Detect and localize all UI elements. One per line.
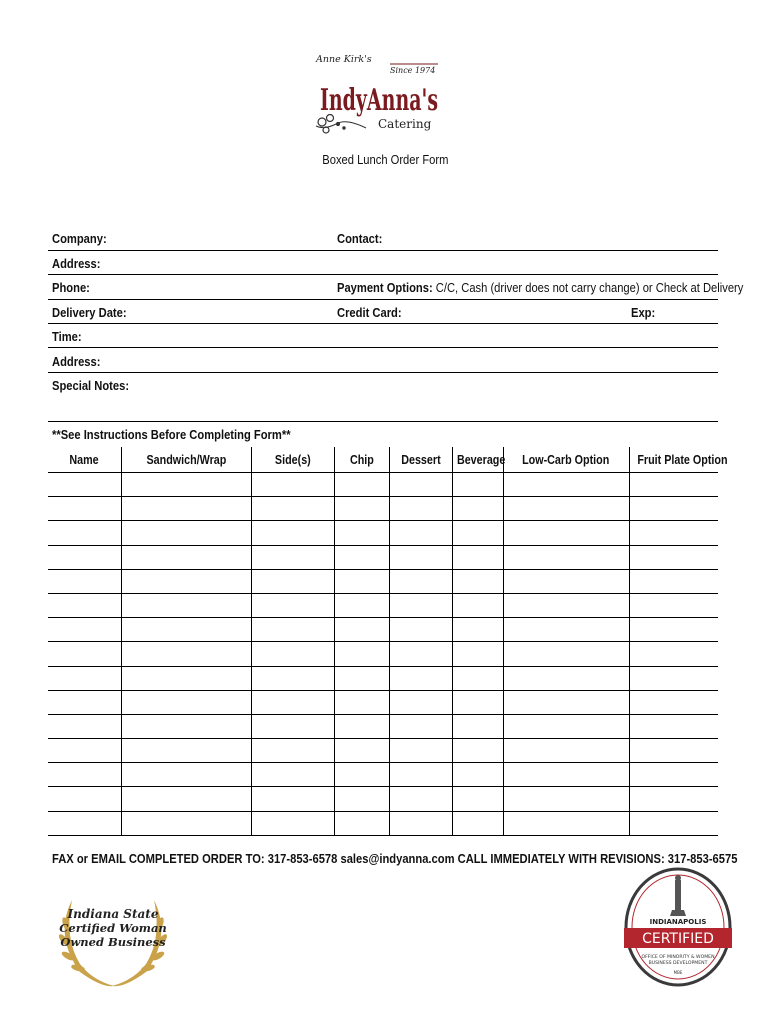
table-row (48, 473, 718, 497)
time-label: Time: (52, 329, 82, 344)
time-line[interactable] (48, 347, 718, 348)
table-cell[interactable] (121, 618, 251, 642)
table-cell[interactable] (503, 739, 629, 763)
table-cell[interactable] (121, 690, 251, 714)
table-cell[interactable] (629, 811, 718, 835)
badge-city-text: INDIANAPOLIS (649, 918, 707, 926)
table-cell[interactable] (251, 545, 334, 569)
table-cell[interactable] (452, 569, 503, 593)
footer-contact-text: FAX or EMAIL COMPLETED ORDER TO: 317-853-6578 sales@indyanna.com CALL IMMEDIATELY WITH REVISIONS: 317-853-6575 (52, 851, 738, 866)
table-cell[interactable] (334, 545, 389, 569)
column-header: Dessert (389, 447, 452, 473)
badge-state-line1: Indiana State (67, 907, 159, 921)
table-cell[interactable] (629, 690, 718, 714)
table-cell[interactable] (503, 618, 629, 642)
delivery-address-label: Address: (52, 354, 101, 369)
table-cell[interactable] (629, 618, 718, 642)
table-cell[interactable] (629, 714, 718, 738)
table-cell[interactable] (121, 714, 251, 738)
table-cell[interactable] (503, 497, 629, 521)
table-cell[interactable] (121, 497, 251, 521)
table-row (48, 521, 718, 545)
table-cell[interactable] (121, 763, 251, 787)
indiana-state-certified-badge (52, 880, 174, 988)
table-cell[interactable] (503, 545, 629, 569)
table-cell[interactable] (629, 787, 718, 811)
table-cell[interactable] (121, 666, 251, 690)
table-cell[interactable] (503, 642, 629, 666)
table-cell[interactable] (389, 739, 452, 763)
column-header: Chip (334, 447, 389, 473)
table-cell[interactable] (629, 739, 718, 763)
table-row (48, 763, 718, 787)
column-header: Beverage (452, 447, 503, 473)
table-row (48, 811, 718, 835)
table-cell[interactable] (334, 618, 389, 642)
table-cell[interactable] (251, 642, 334, 666)
table-cell[interactable] (121, 642, 251, 666)
table-row (48, 497, 718, 521)
address-label: Address: (52, 256, 101, 271)
badge-office-line1: OFFICE OF MINORITY & WOMEN (641, 955, 715, 960)
table-row (48, 545, 718, 569)
table-cell[interactable] (121, 569, 251, 593)
table-cell[interactable] (389, 690, 452, 714)
delivery-date-line[interactable] (48, 323, 718, 324)
table-cell[interactable] (334, 569, 389, 593)
table-cell[interactable] (334, 690, 389, 714)
table-cell[interactable] (503, 690, 629, 714)
logo-catering-text: Catering (378, 117, 432, 131)
table-cell[interactable] (452, 739, 503, 763)
table-cell[interactable] (121, 787, 251, 811)
contact-label: Contact: (337, 231, 383, 246)
table-cell[interactable] (503, 763, 629, 787)
table-cell[interactable] (48, 521, 121, 545)
company-line[interactable] (48, 250, 718, 251)
table-cell[interactable] (48, 618, 121, 642)
table-cell[interactable] (629, 473, 718, 497)
indianapolis-certified-badge (620, 866, 736, 988)
table-cell[interactable] (389, 714, 452, 738)
table-cell[interactable] (48, 569, 121, 593)
table-row (48, 714, 718, 738)
table-cell[interactable] (452, 787, 503, 811)
payment-options (337, 280, 743, 295)
column-header: Sandwich/Wrap (121, 447, 251, 473)
table-cell[interactable] (452, 763, 503, 787)
table-row (48, 618, 718, 642)
table-cell[interactable] (389, 811, 452, 835)
badge-state-line3: Owned Business (60, 935, 166, 949)
special-notes-label: Special Notes: (52, 378, 130, 393)
indyannas-catering-logo (306, 50, 446, 140)
table-cell[interactable] (334, 642, 389, 666)
payment-options-value: C/C, Cash (driver does not carry change) or Check at Delivery (432, 280, 744, 295)
order-table (48, 447, 728, 836)
table-cell[interactable] (629, 569, 718, 593)
table-cell[interactable] (334, 593, 389, 617)
table-cell[interactable] (48, 811, 121, 835)
table-cell[interactable] (503, 787, 629, 811)
table-cell[interactable] (48, 593, 121, 617)
table-cell[interactable] (452, 714, 503, 738)
delivery-date-label: Delivery Date: (52, 305, 127, 320)
table-cell[interactable] (121, 811, 251, 835)
column-header: Fruit Plate Option (629, 447, 718, 473)
table-cell[interactable] (251, 593, 334, 617)
table-cell[interactable] (629, 521, 718, 545)
payment-options-label: Payment Options: (337, 280, 433, 295)
table-cell[interactable] (452, 545, 503, 569)
table-cell[interactable] (629, 497, 718, 521)
table-cell[interactable] (48, 714, 121, 738)
table-cell[interactable] (48, 763, 121, 787)
table-cell[interactable] (48, 787, 121, 811)
logo-since-text: Since 1974 (390, 66, 436, 75)
table-cell[interactable] (503, 569, 629, 593)
table-cell[interactable] (629, 763, 718, 787)
table-cell[interactable] (389, 569, 452, 593)
table-cell[interactable] (389, 593, 452, 617)
table-cell[interactable] (251, 618, 334, 642)
table-cell[interactable] (251, 569, 334, 593)
table-cell[interactable] (389, 473, 452, 497)
table-cell[interactable] (251, 739, 334, 763)
table-cell[interactable] (389, 666, 452, 690)
company-label: Company: (52, 231, 107, 246)
table-cell[interactable] (452, 618, 503, 642)
credit-card-label: Credit Card: (337, 305, 402, 320)
table-cell[interactable] (334, 666, 389, 690)
table-cell[interactable] (389, 497, 452, 521)
table-cell[interactable] (334, 473, 389, 497)
table-cell[interactable] (251, 787, 334, 811)
table-cell[interactable] (503, 521, 629, 545)
table-cell[interactable] (503, 811, 629, 835)
table-cell[interactable] (334, 714, 389, 738)
table-row (48, 787, 718, 811)
table-row (48, 666, 718, 690)
table-header-row (48, 447, 718, 473)
table-cell[interactable] (503, 666, 629, 690)
table-row (48, 690, 718, 714)
badge-office-line2: BUSINESS DEVELOPMENT (648, 961, 708, 966)
table-cell[interactable] (334, 811, 389, 835)
special-notes-line[interactable] (48, 421, 718, 422)
table-cell[interactable] (503, 473, 629, 497)
phone-line[interactable] (48, 299, 718, 300)
table-cell[interactable] (251, 690, 334, 714)
badge-office-line3: MBE (673, 970, 683, 975)
order-table-body (48, 473, 718, 836)
table-cell[interactable] (629, 545, 718, 569)
table-cell[interactable] (334, 497, 389, 521)
table-cell[interactable] (48, 642, 121, 666)
table-cell[interactable] (251, 763, 334, 787)
table-cell[interactable] (48, 690, 121, 714)
table-cell[interactable] (251, 473, 334, 497)
table-cell[interactable] (452, 521, 503, 545)
table-cell[interactable] (48, 473, 121, 497)
table-cell[interactable] (389, 763, 452, 787)
address-line[interactable] (48, 274, 718, 275)
table-cell[interactable] (389, 521, 452, 545)
table-cell[interactable] (334, 787, 389, 811)
table-cell[interactable] (121, 593, 251, 617)
table-cell[interactable] (629, 593, 718, 617)
table-cell[interactable] (503, 714, 629, 738)
table-cell[interactable] (452, 497, 503, 521)
table-cell[interactable] (251, 521, 334, 545)
logo-owner-text: Anne Kirk's (316, 54, 372, 65)
table-cell[interactable] (251, 497, 334, 521)
table-cell[interactable] (48, 497, 121, 521)
table-cell[interactable] (452, 811, 503, 835)
table-cell[interactable] (389, 787, 452, 811)
table-cell[interactable] (48, 739, 121, 763)
table-cell[interactable] (251, 714, 334, 738)
table-cell[interactable] (121, 545, 251, 569)
table-cell[interactable] (629, 666, 718, 690)
delivery-address-line[interactable] (48, 372, 718, 373)
table-cell[interactable] (389, 618, 452, 642)
table-cell[interactable] (452, 642, 503, 666)
column-header: Name (48, 447, 121, 473)
phone-label: Phone: (52, 280, 90, 295)
column-header: Low-Carb Option (503, 447, 629, 473)
badge-certified-text: CERTIFIED (642, 931, 714, 947)
table-cell[interactable] (452, 593, 503, 617)
table-cell[interactable] (121, 473, 251, 497)
table-cell[interactable] (334, 763, 389, 787)
logo-brand-text: IndyAnna's (320, 83, 438, 118)
table-cell[interactable] (389, 545, 452, 569)
table-cell[interactable] (121, 521, 251, 545)
table-cell[interactable] (452, 690, 503, 714)
table-cell[interactable] (251, 666, 334, 690)
table-row (48, 569, 718, 593)
table-cell[interactable] (121, 739, 251, 763)
table-cell[interactable] (452, 473, 503, 497)
table-row (48, 739, 718, 763)
column-header: Side(s) (251, 447, 334, 473)
table-cell[interactable] (251, 811, 334, 835)
table-row (48, 593, 718, 617)
exp-label: Exp: (631, 305, 656, 320)
form-title: Boxed Lunch Order Form (321, 152, 449, 167)
table-cell[interactable] (334, 521, 389, 545)
table-cell[interactable] (334, 739, 389, 763)
table-cell[interactable] (503, 593, 629, 617)
table-cell[interactable] (452, 666, 503, 690)
table-row (48, 642, 718, 666)
table-cell[interactable] (48, 545, 121, 569)
table-cell[interactable] (389, 642, 452, 666)
table-cell[interactable] (48, 666, 121, 690)
instructions-note: **See Instructions Before Completing Form** (52, 427, 291, 442)
badge-state-line2: Certified Woman (59, 921, 167, 935)
table-cell[interactable] (629, 642, 718, 666)
